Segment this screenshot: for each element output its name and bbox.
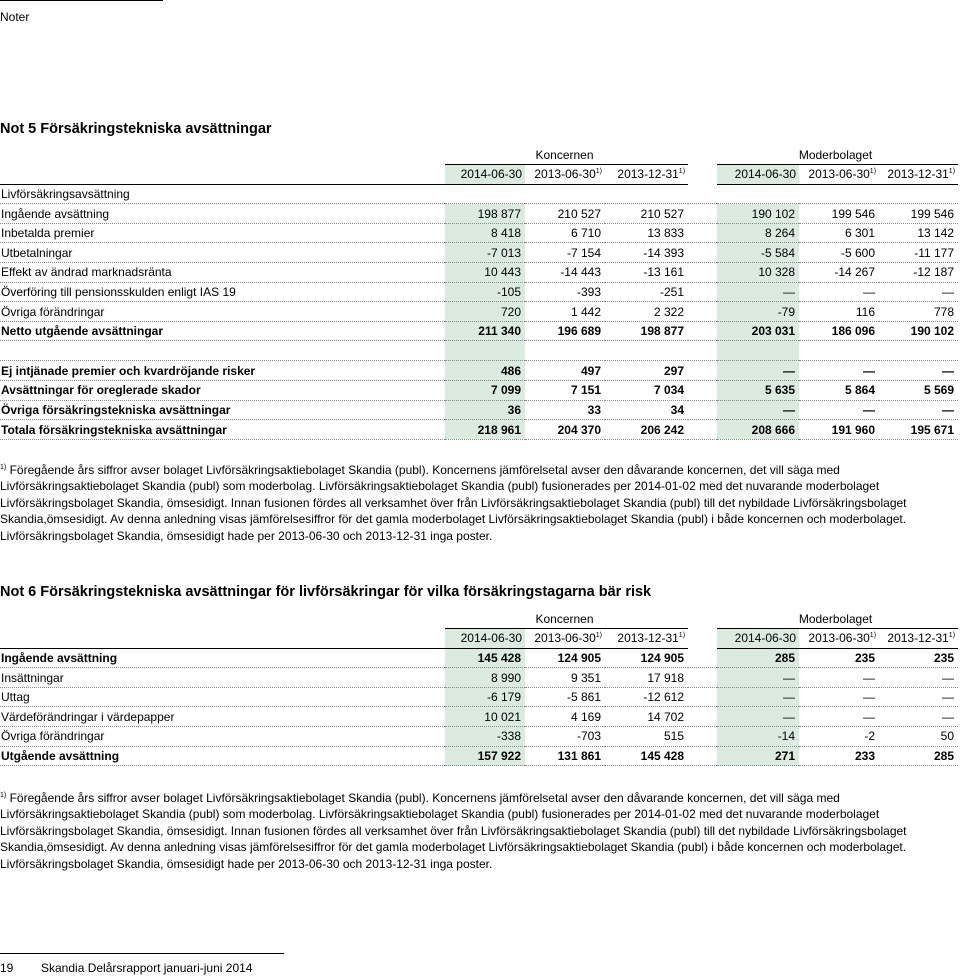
cell: 210 527 <box>605 204 688 224</box>
col-header: 2013-12-31$^{1)}$ <box>879 629 958 649</box>
group-moderbolaget: Moderbolaget <box>717 145 958 165</box>
cell: 297 <box>605 361 688 381</box>
cell: -14 393 <box>605 243 688 263</box>
table-row <box>0 243 958 263</box>
cell: 8 264 <box>717 223 799 243</box>
table-row <box>0 263 958 283</box>
cell: -12 612 <box>605 687 688 707</box>
cell: 5 569 <box>879 381 958 401</box>
row-label: Utbetalningar <box>0 243 445 263</box>
cell: 186 096 <box>799 321 879 341</box>
cell: -5 600 <box>799 243 879 263</box>
row-label: Netto utgående avsättningar <box>0 321 445 341</box>
cell: 5 864 <box>799 381 879 401</box>
footnote-marker: 1) <box>0 792 7 799</box>
cell: — <box>799 687 879 707</box>
row-label: Uttag <box>0 687 445 707</box>
top-rule <box>0 0 163 1</box>
cell: 10 328 <box>717 263 799 283</box>
col-header: 2013-06-30$^{1)}$ <box>525 165 605 185</box>
cell: 191 960 <box>799 420 879 440</box>
cell: 33 <box>525 400 605 420</box>
cell: 190 102 <box>717 204 799 224</box>
cell: — <box>799 668 879 688</box>
cell: 285 <box>879 746 958 766</box>
table-row <box>0 381 958 401</box>
row-label: Utgående avsättning <box>0 746 445 766</box>
cell: -79 <box>717 302 799 322</box>
row-label: Värdeförändringar i värdepapper <box>0 707 445 727</box>
cell: 720 <box>445 302 525 322</box>
row-label: Inbetalda premier <box>0 223 445 243</box>
note6-title: Not 6 Försäkringstekniska avsättningar för livförsäkringar för vilka försäkringstagarna bär risk <box>0 584 652 600</box>
group-header-row <box>0 609 958 629</box>
footer-rule <box>0 953 284 954</box>
section-label: Noter <box>0 10 30 24</box>
cell: 497 <box>525 361 605 381</box>
row-label: Ingående avsättning <box>0 204 445 224</box>
page-number: 19 <box>0 961 14 975</box>
cell: 211 340 <box>445 321 525 341</box>
cell: 2 322 <box>605 302 688 322</box>
table-row <box>0 707 958 727</box>
cell: 131 861 <box>525 746 605 766</box>
cell: — <box>717 707 799 727</box>
cell: 124 905 <box>605 648 688 668</box>
cell: 8 990 <box>445 668 525 688</box>
row-label: Överföring till pensionsskulden enligt IAS 19 <box>0 282 445 302</box>
note5-title: Not 5 Försäkringstekniska avsättningar <box>0 121 272 137</box>
cell: 235 <box>799 648 879 668</box>
cell: — <box>879 668 958 688</box>
cell: — <box>799 400 879 420</box>
row-label: Övriga förändringar <box>0 302 445 322</box>
cell: 196 689 <box>525 321 605 341</box>
cell: — <box>799 707 879 727</box>
group-header-row <box>0 145 958 165</box>
cell: 10 443 <box>445 263 525 283</box>
cell: -7 154 <box>525 243 605 263</box>
cell: — <box>799 361 879 381</box>
group-moderbolaget: Moderbolaget <box>717 609 958 629</box>
table-row <box>0 223 958 243</box>
column-header-row <box>0 165 958 185</box>
cell: -105 <box>445 282 525 302</box>
cell: 36 <box>445 400 525 420</box>
cell: — <box>879 400 958 420</box>
col-header: 2014-06-30 <box>717 629 799 649</box>
cell: — <box>717 400 799 420</box>
col-header: 2013-06-30$^{1)}$ <box>525 629 605 649</box>
cell: 271 <box>717 746 799 766</box>
cell: 210 527 <box>525 204 605 224</box>
cell: 203 031 <box>717 321 799 341</box>
cell: 13 142 <box>879 223 958 243</box>
cell: 6 301 <box>799 223 879 243</box>
cell: -393 <box>525 282 605 302</box>
cell: 124 905 <box>525 648 605 668</box>
table-row <box>0 302 958 322</box>
row-label: Insättningar <box>0 668 445 688</box>
subheader-row <box>0 184 958 204</box>
cell: -251 <box>605 282 688 302</box>
footnote-text: Föregående års siffror avser bolaget Livförsäkringsaktiebolaget Skandia (publ). Koncernens jämförelsetal avser den dåvarande koncernen, det vill säga med Livförsäkringsaktiebolaget Skandia (publ) som moderbolag. Livförsäkringsaktiebolaget Skandia (publ) fusionerades per 2014-01-02 med det nuvarande moderbolaget Livförsäkringsbolaget Skandia, ömsesidigt. Innan fusionen fördes all verksamhet över från Livförsäkringsaktiebolaget Skandia (publ) till det nybildade Livförsäkringsbolaget Skandia,ömsesidigt. Av denna anledning visas jämförelsesiffror för det gamla moderbolaget Livförsäkringsaktiebolaget Skandia (publ) i både koncernen och moderbolaget. Livförsäkringsbolaget Skandia, ömsesidigt hade per 2013-06-30 och 2013-12-31 inga poster. <box>0 791 907 871</box>
row-label: Ingående avsättning <box>0 648 445 668</box>
cell: 1 442 <box>525 302 605 322</box>
cell: 34 <box>605 400 688 420</box>
table-row-total <box>0 321 958 341</box>
cell: -14 <box>717 727 799 747</box>
cell: 206 242 <box>605 420 688 440</box>
cell: 778 <box>879 302 958 322</box>
cell: 7 099 <box>445 381 525 401</box>
cell: 199 546 <box>799 204 879 224</box>
cell: 13 833 <box>605 223 688 243</box>
col-header: 2014-06-30 <box>717 165 799 185</box>
row-label: Ej intjänade premier och kvardröjande risker <box>0 361 445 381</box>
cell: 157 922 <box>445 746 525 766</box>
cell: 285 <box>717 648 799 668</box>
note6-table <box>0 609 958 766</box>
col-header: 2013-06-30$^{1)}$ <box>799 165 879 185</box>
table-row <box>0 668 958 688</box>
table-row <box>0 204 958 224</box>
cell: 4 169 <box>525 707 605 727</box>
subheader-livforsakring: Livförsäkringsavsättning <box>0 184 958 204</box>
cell: — <box>717 282 799 302</box>
cell: — <box>879 282 958 302</box>
cell: 208 666 <box>717 420 799 440</box>
table-row-total <box>0 746 958 766</box>
cell: 10 021 <box>445 707 525 727</box>
cell: 195 671 <box>879 420 958 440</box>
cell: 486 <box>445 361 525 381</box>
cell: -6 179 <box>445 687 525 707</box>
cell: 198 877 <box>445 204 525 224</box>
cell: 17 918 <box>605 668 688 688</box>
cell: — <box>879 361 958 381</box>
cell: -5 584 <box>717 243 799 263</box>
cell: 14 702 <box>605 707 688 727</box>
col-header: 2013-12-31$^{1)}$ <box>605 629 688 649</box>
col-header: 2013-06-30$^{1)}$ <box>799 629 879 649</box>
cell: 235 <box>879 648 958 668</box>
cell: — <box>879 687 958 707</box>
table-row <box>0 727 958 747</box>
cell: -11 177 <box>879 243 958 263</box>
cell: 198 877 <box>605 321 688 341</box>
group-koncernen: Koncernen <box>445 145 688 165</box>
row-label: Avsättningar för oreglerade skador <box>0 381 445 401</box>
cell: 6 710 <box>525 223 605 243</box>
cell: — <box>717 361 799 381</box>
cell: — <box>717 668 799 688</box>
row-label: Övriga försäkringstekniska avsättningar <box>0 400 445 420</box>
cell: 9 351 <box>525 668 605 688</box>
cell: -12 187 <box>879 263 958 283</box>
cell: 116 <box>799 302 879 322</box>
note5-footnote <box>0 460 950 544</box>
table-row-total <box>0 420 958 440</box>
col-header: 2013-12-31$^{1)}$ <box>605 165 688 185</box>
cell: 145 428 <box>445 648 525 668</box>
cell: 199 546 <box>879 204 958 224</box>
cell: -14 267 <box>799 263 879 283</box>
table-row <box>0 400 958 420</box>
table-row <box>0 282 958 302</box>
cell: 5 635 <box>717 381 799 401</box>
footnote-marker: 1) <box>0 464 7 471</box>
cell: — <box>879 707 958 727</box>
row-label: Övriga förändringar <box>0 727 445 747</box>
cell: 233 <box>799 746 879 766</box>
cell: 8 418 <box>445 223 525 243</box>
cell: 50 <box>879 727 958 747</box>
col-header: 2014-06-30 <box>445 165 525 185</box>
note5-table <box>0 145 958 440</box>
row-label: Effekt av ändrad marknadsränta <box>0 263 445 283</box>
cell: 204 370 <box>525 420 605 440</box>
row-label: Totala försäkringstekniska avsättningar <box>0 420 445 440</box>
note6-footnote <box>0 788 950 872</box>
spacer-row <box>0 341 958 361</box>
group-koncernen: Koncernen <box>445 609 688 629</box>
cell: -338 <box>445 727 525 747</box>
cell: 7 151 <box>525 381 605 401</box>
col-header: 2013-12-31$^{1)}$ <box>879 165 958 185</box>
table-row <box>0 361 958 381</box>
cell: 7 034 <box>605 381 688 401</box>
col-header: 2014-06-30 <box>445 629 525 649</box>
cell: — <box>799 282 879 302</box>
cell: 515 <box>605 727 688 747</box>
cell: -703 <box>525 727 605 747</box>
cell: 218 961 <box>445 420 525 440</box>
cell: 190 102 <box>879 321 958 341</box>
column-header-row <box>0 629 958 649</box>
cell: -7 013 <box>445 243 525 263</box>
cell: -13 161 <box>605 263 688 283</box>
footnote-text: Föregående års siffror avser bolaget Livförsäkringsaktiebolaget Skandia (publ). Koncernens jämförelsetal avser den dåvarande koncernen, det vill säga med Livförsäkringsaktiebolaget Skandia (publ) som moderbolag. Livförsäkringsaktiebolaget Skandia (publ) fusionerades per 2014-01-02 med det nuvarande moderbolaget Livförsäkringsbolaget Skandia, ömsesidigt. Innan fusionen fördes all verksamhet över från Livförsäkringsaktiebolaget Skandia (publ) till det nybildade Livförsäkringsbolaget Skandia,ömsesidigt. Av denna anledning visas jämförelsesiffror för det gamla moderbolaget Livförsäkringsaktiebolaget Skandia (publ) i både koncernen och moderbolaget. Livförsäkringsbolaget Skandia, ömsesidigt hade per 2013-06-30 och 2013-12-31 inga poster. <box>0 463 907 543</box>
cell: -5 861 <box>525 687 605 707</box>
cell: — <box>717 687 799 707</box>
cell: -2 <box>799 727 879 747</box>
table-row <box>0 687 958 707</box>
table-row <box>0 648 958 668</box>
publication-title: Skandia Delårsrapport januari-juni 2014 <box>41 961 253 975</box>
cell: -14 443 <box>525 263 605 283</box>
cell: 145 428 <box>605 746 688 766</box>
